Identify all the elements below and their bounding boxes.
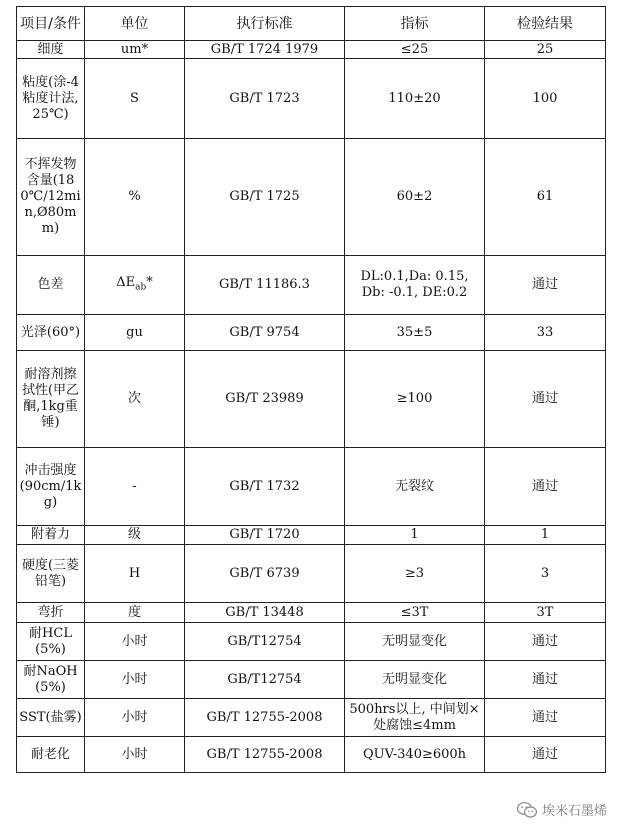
item-cell: 冲击强度(90cm/1kg) — [17, 448, 85, 526]
spec-cell: 500hrs以上, 中间划×处腐蚀≤4mm — [345, 699, 485, 737]
spec-cell: ≤3T — [345, 603, 485, 623]
item-cell: 弯折 — [17, 603, 85, 623]
spec-cell: ≥3 — [345, 545, 485, 603]
unit-cell: % — [85, 139, 185, 256]
standard-cell: GB/T 1723 — [185, 59, 345, 139]
unit-cell: 小时 — [85, 661, 185, 699]
table-row — [17, 351, 606, 448]
table-row — [17, 623, 606, 661]
item-cell: 色差 — [17, 256, 85, 315]
table-row — [17, 545, 606, 603]
wechat-icon — [516, 801, 538, 819]
spec-cell: 110±20 — [345, 59, 485, 139]
result-cell: 通过 — [485, 448, 606, 526]
standard-cell: GB/T12754 — [185, 661, 345, 699]
table-row — [17, 315, 606, 351]
header-item: 项目/条件 — [17, 7, 85, 41]
standard-cell: GB/T 12755-2008 — [185, 737, 345, 773]
spec-cell: 1 — [345, 526, 485, 545]
table-row — [17, 256, 606, 315]
result-cell: 通过 — [485, 351, 606, 448]
unit-cell: 小时 — [85, 623, 185, 661]
unit-cell: 次 — [85, 351, 185, 448]
header-unit: 单位 — [85, 7, 185, 41]
spec-cell: ≤25 — [345, 41, 485, 59]
standard-cell: GB/T 13448 — [185, 603, 345, 623]
standard-cell: GB/T 12755-2008 — [185, 699, 345, 737]
result-cell: 1 — [485, 526, 606, 545]
result-cell: 通过 — [485, 737, 606, 773]
unit-main: ΔE — [116, 274, 136, 290]
spec-cell: QUV-340≥600h — [345, 737, 485, 773]
table-row — [17, 661, 606, 699]
header-result: 检验结果 — [485, 7, 606, 41]
unit-cell: gu — [85, 315, 185, 351]
spec-cell: 35±5 — [345, 315, 485, 351]
result-cell: 100 — [485, 59, 606, 139]
spec-cell: 无裂纹 — [345, 448, 485, 526]
result-cell: 3 — [485, 545, 606, 603]
unit-cell: 级 — [85, 526, 185, 545]
item-cell: 耐NaOH(5%) — [17, 661, 85, 699]
item-cell: 耐老化 — [17, 737, 85, 773]
standard-cell: GB/T 9754 — [185, 315, 345, 351]
result-cell: 61 — [485, 139, 606, 256]
unit-cell — [85, 256, 185, 315]
standard-cell: GB/T12754 — [185, 623, 345, 661]
watermark-text: 埃米石墨烯 — [541, 804, 607, 819]
result-cell: 通过 — [485, 623, 606, 661]
spec-table — [16, 6, 606, 773]
table-row — [17, 526, 606, 545]
item-cell: 粘度(涂-4粘度计法,25℃) — [17, 59, 85, 139]
result-cell: 25 — [485, 41, 606, 59]
header-standard: 执行标准 — [185, 7, 345, 41]
spec-cell: 无明显变化 — [345, 661, 485, 699]
unit-cell: S — [85, 59, 185, 139]
table-row — [17, 139, 606, 256]
standard-cell: GB/T 1720 — [185, 526, 345, 545]
result-cell: 33 — [485, 315, 606, 351]
standard-cell: GB/T 6739 — [185, 545, 345, 603]
table-row — [17, 448, 606, 526]
item-cell: 耐HCL(5%) — [17, 623, 85, 661]
standard-cell: GB/T 1725 — [185, 139, 345, 256]
result-cell: 通过 — [485, 699, 606, 737]
standard-cell: GB/T 1724 1979 — [185, 41, 345, 59]
item-cell: SST(盐雾) — [17, 699, 85, 737]
watermark — [516, 800, 607, 819]
table-row — [17, 699, 606, 737]
item-cell: 耐溶剂擦拭性(甲乙酮,1kg重锤) — [17, 351, 85, 448]
standard-cell: GB/T 23989 — [185, 351, 345, 448]
spec-cell: ≥100 — [345, 351, 485, 448]
item-cell: 硬度(三菱铅笔) — [17, 545, 85, 603]
header-row — [17, 7, 606, 41]
result-cell: 通过 — [485, 661, 606, 699]
unit-tail: * — [146, 274, 153, 290]
unit-sub: ab — [135, 282, 147, 293]
unit-cell: um* — [85, 41, 185, 59]
unit-cell: H — [85, 545, 185, 603]
unit-cell: 度 — [85, 603, 185, 623]
table-row — [17, 59, 606, 139]
spec-cell: DL:0.1,Da: 0.15, Db: -0.1, DE:0.2 — [345, 256, 485, 315]
standard-cell: GB/T 11186.3 — [185, 256, 345, 315]
table-row — [17, 41, 606, 59]
unit-cell: 小时 — [85, 699, 185, 737]
table-row — [17, 603, 606, 623]
unit-cell: - — [85, 448, 185, 526]
header-spec: 指标 — [345, 7, 485, 41]
result-cell: 通过 — [485, 256, 606, 315]
standard-cell: GB/T 1732 — [185, 448, 345, 526]
table-row — [17, 737, 606, 773]
item-cell: 不挥发物含量(180℃/12min,Ø80mm) — [17, 139, 85, 256]
item-cell: 细度 — [17, 41, 85, 59]
result-cell: 3T — [485, 603, 606, 623]
spec-cell: 无明显变化 — [345, 623, 485, 661]
item-cell: 附着力 — [17, 526, 85, 545]
unit-cell: 小时 — [85, 737, 185, 773]
spec-cell: 60±2 — [345, 139, 485, 256]
item-cell: 光泽(60°) — [17, 315, 85, 351]
